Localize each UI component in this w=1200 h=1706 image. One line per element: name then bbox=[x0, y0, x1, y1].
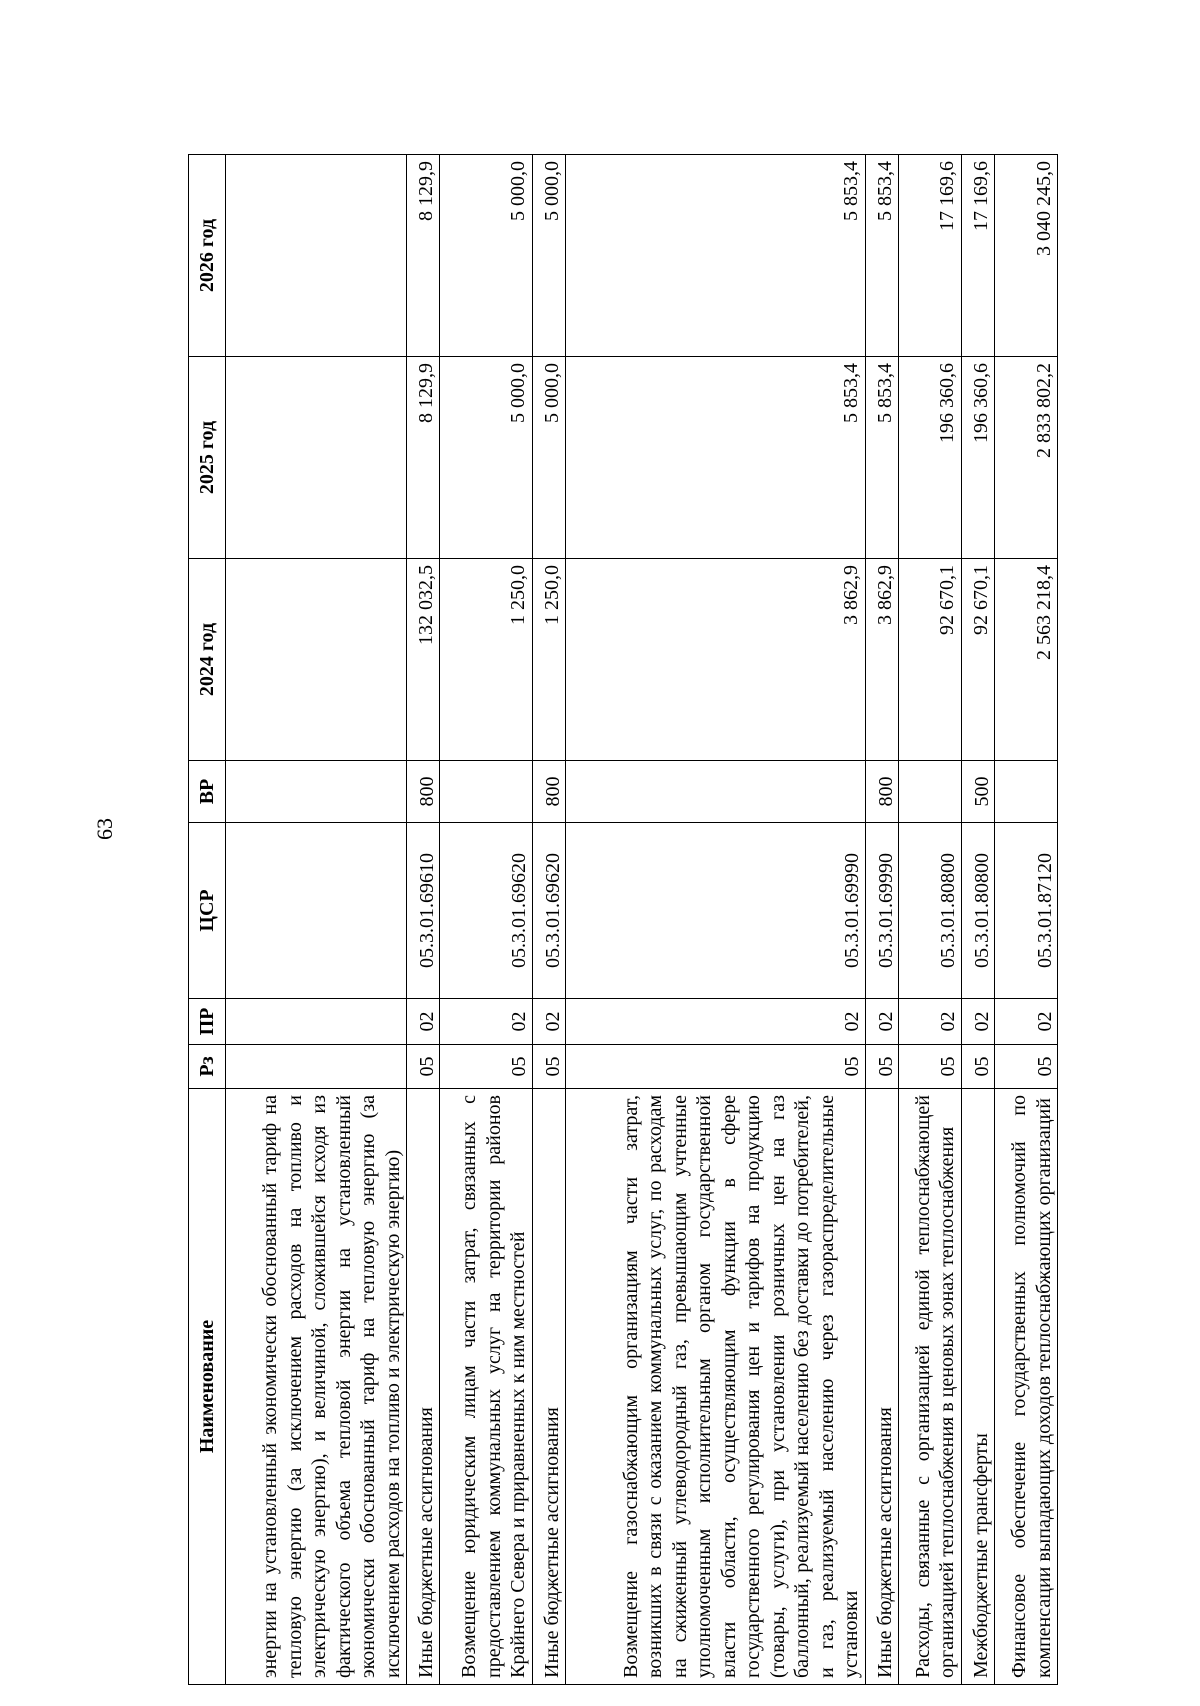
row-amount-2024 bbox=[226, 559, 407, 761]
row-name: Расходы, связанные с организацией единой теплоснабжающей организацией теплоснабжения в ценовых зонах теплоснабжения bbox=[899, 1089, 962, 1685]
table-row bbox=[407, 155, 440, 1685]
row-amount-2025: 8 129,9 bbox=[407, 357, 440, 559]
row-name: Финансовое обеспечение государственных полномочий по компенсации выпадающих доходов теплоснабжающих организаций bbox=[995, 1089, 1058, 1685]
row-amount-2026: 8 129,9 bbox=[407, 155, 440, 357]
table-row bbox=[566, 155, 866, 1685]
row-amount-2025: 196 360,6 bbox=[899, 357, 962, 559]
row-amount-2026: 5 000,0 bbox=[440, 155, 532, 357]
row-name: Возмещение газоснабжающим организациям части затрат, возникших в связи с оказанием коммунальных услуг, по расходам на сжиженный углеводородный газ, превышающим учтенные уполномоченным исполнительным органом государственной власти области, осуществляющим функции в сфере государственного регулирования цен и тарифов на продукцию (товары, услуги), при установлении розничных цен на газ баллонный, реализуемый населению без доставки до потребителей, и газ, реализуемый населению через газораспределительные установки bbox=[566, 1089, 866, 1685]
row-pr: 02 bbox=[865, 999, 898, 1045]
row-rz bbox=[226, 1045, 407, 1089]
table-row bbox=[532, 155, 565, 1685]
row-csr: 05.3.01.69990 bbox=[865, 823, 898, 999]
table-row bbox=[899, 155, 962, 1685]
row-vr bbox=[440, 761, 532, 823]
row-pr: 02 bbox=[440, 999, 532, 1045]
row-pr: 02 bbox=[961, 999, 994, 1045]
row-amount-2025: 5 000,0 bbox=[440, 357, 532, 559]
row-vr: 500 bbox=[961, 761, 994, 823]
row-csr: 05.3.01.69610 bbox=[407, 823, 440, 999]
row-vr bbox=[899, 761, 962, 823]
row-vr: 800 bbox=[865, 761, 898, 823]
budget-table-container bbox=[188, 155, 1058, 1685]
row-amount-2024: 1 250,0 bbox=[532, 559, 565, 761]
row-amount-2026: 17 169,6 bbox=[961, 155, 994, 357]
row-rz: 05 bbox=[566, 1045, 866, 1089]
row-name: Иные бюджетные ассигнования bbox=[407, 1089, 440, 1685]
row-amount-2024: 132 032,5 bbox=[407, 559, 440, 761]
table-row bbox=[226, 155, 407, 1685]
row-amount-2024: 2 563 218,4 bbox=[995, 559, 1058, 761]
row-amount-2024: 3 862,9 bbox=[865, 559, 898, 761]
row-vr: 800 bbox=[532, 761, 565, 823]
row-csr: 05.3.01.80800 bbox=[961, 823, 994, 999]
row-name: энергии на установленный экономически обоснованный тариф на тепловую энергию (за исключением расходов на топливо и электрическую энергию), и величиной, сложившейся исходя из фактического объема тепловой энергии на установленный экономически обоснованный тариф на тепловую энергию (за исключением расходов на топливо и электрическую энергию) bbox=[226, 1089, 407, 1685]
row-csr: 05.3.01.69990 bbox=[566, 823, 866, 999]
table-row bbox=[865, 155, 898, 1685]
row-amount-2026: 5 000,0 bbox=[532, 155, 565, 357]
row-csr: 05.3.01.80800 bbox=[899, 823, 962, 999]
row-pr: 02 bbox=[407, 999, 440, 1045]
row-amount-2024: 3 862,9 bbox=[566, 559, 866, 761]
row-pr: 02 bbox=[566, 999, 866, 1045]
row-amount-2026: 3 040 245,0 bbox=[995, 155, 1058, 357]
row-csr bbox=[226, 823, 407, 999]
row-amount-2024: 1 250,0 bbox=[440, 559, 532, 761]
row-amount-2025: 5 853,4 bbox=[566, 357, 866, 559]
row-rz: 05 bbox=[440, 1045, 532, 1089]
page-number: 63 bbox=[92, 818, 117, 840]
row-vr bbox=[995, 761, 1058, 823]
budget-table bbox=[188, 154, 1058, 1685]
row-amount-2025: 5 853,4 bbox=[865, 357, 898, 559]
row-csr: 05.3.01.69620 bbox=[532, 823, 565, 999]
row-rz: 05 bbox=[899, 1045, 962, 1089]
header-2024: 2024 год bbox=[189, 559, 226, 761]
row-name: Иные бюджетные ассигнования bbox=[532, 1089, 565, 1685]
header-pr: ПР bbox=[189, 999, 226, 1045]
row-rz: 05 bbox=[407, 1045, 440, 1089]
row-amount-2026: 5 853,4 bbox=[566, 155, 866, 357]
row-vr bbox=[226, 761, 407, 823]
row-csr: 05.3.01.87120 bbox=[995, 823, 1058, 999]
row-amount-2024: 92 670,1 bbox=[899, 559, 962, 761]
header-name: Наименование bbox=[189, 1089, 226, 1685]
row-rz: 05 bbox=[865, 1045, 898, 1089]
row-amount-2025: 2 833 802,2 bbox=[995, 357, 1058, 559]
row-rz: 05 bbox=[532, 1045, 565, 1089]
row-pr: 02 bbox=[899, 999, 962, 1045]
row-amount-2026 bbox=[226, 155, 407, 357]
table-header-row bbox=[189, 155, 226, 1685]
row-name: Межбюджетные трансферты bbox=[961, 1089, 994, 1685]
row-vr: 800 bbox=[407, 761, 440, 823]
row-pr bbox=[226, 999, 407, 1045]
header-vr: ВР bbox=[189, 761, 226, 823]
row-amount-2026: 17 169,6 bbox=[899, 155, 962, 357]
row-rz: 05 bbox=[961, 1045, 994, 1089]
row-name: Иные бюджетные ассигнования bbox=[865, 1089, 898, 1685]
table-row bbox=[440, 155, 532, 1685]
row-amount-2025 bbox=[226, 357, 407, 559]
row-amount-2026: 5 853,4 bbox=[865, 155, 898, 357]
header-2025: 2025 год bbox=[189, 357, 226, 559]
row-rz: 05 bbox=[995, 1045, 1058, 1089]
row-amount-2024: 92 670,1 bbox=[961, 559, 994, 761]
table-row bbox=[961, 155, 994, 1685]
table-row bbox=[995, 155, 1058, 1685]
header-csr: ЦСР bbox=[189, 823, 226, 999]
row-name: Возмещение юридическим лицам части затрат, связанных с предоставлением коммунальных услуг на территории районов Крайнего Севера и приравненных к ним местностей bbox=[440, 1089, 532, 1685]
row-pr: 02 bbox=[532, 999, 565, 1045]
row-csr: 05.3.01.69620 bbox=[440, 823, 532, 999]
row-amount-2025: 196 360,6 bbox=[961, 357, 994, 559]
row-amount-2025: 5 000,0 bbox=[532, 357, 565, 559]
header-rz: Рз bbox=[189, 1045, 226, 1089]
row-vr bbox=[566, 761, 866, 823]
row-pr: 02 bbox=[995, 999, 1058, 1045]
header-2026: 2026 год bbox=[189, 155, 226, 357]
